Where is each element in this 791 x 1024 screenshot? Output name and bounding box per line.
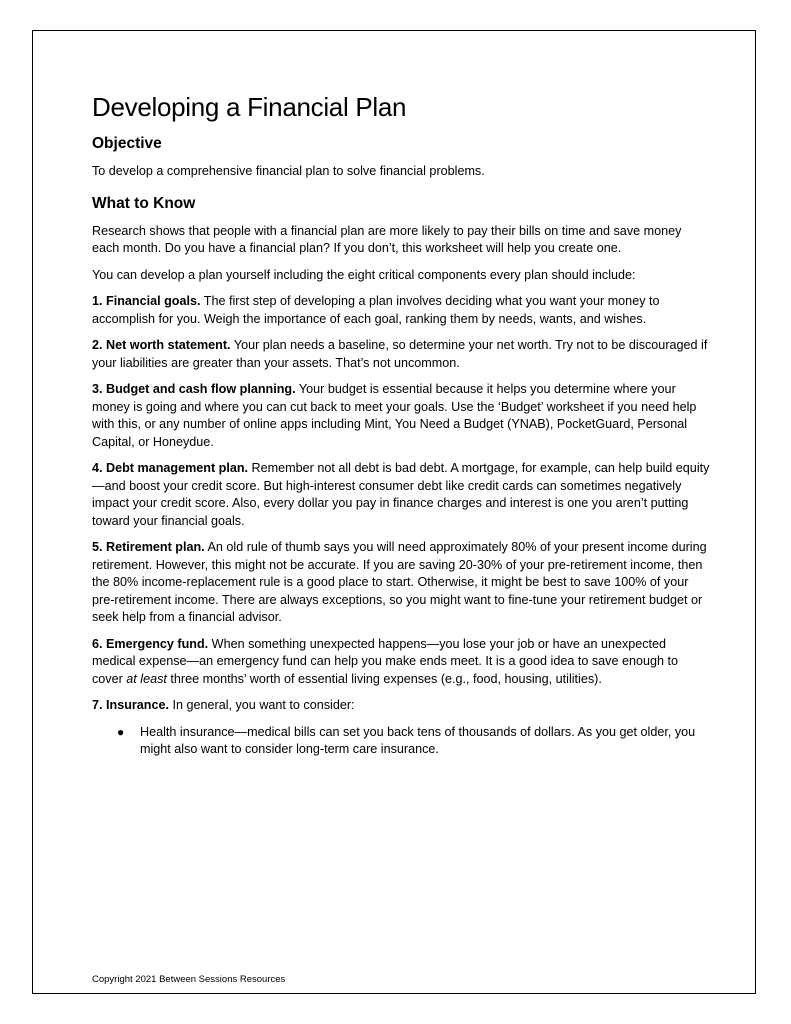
item-lead: 5. Retirement plan. (92, 540, 205, 554)
item-lead: 3. Budget and cash flow planning. (92, 382, 296, 396)
item-text: Your budget is essential because it helps you determine where your money is going and where you can cut back to meet your goals. Use the ‘Budget’ worksheet if you need help with this, or any number of online apps including Mint, You Need a Budget (YNAB), PocketGuard, Personal Capital, or Honeydue. (92, 382, 697, 449)
item-debt-management (92, 460, 712, 530)
item-text: three months’ worth of essential living expenses (e.g., food, housing, utilities). (166, 671, 602, 686)
item-emergency-fund (92, 636, 712, 689)
item-lead: 1. Financial goals. (92, 294, 201, 308)
item-text: Remember not all debt is bad debt. A mortgage, for example, can help build equity—and boost your credit score. But high-interest consumer debt like credit cards can sometimes negatively impact your credit score. Also, every dollar you pay in finance charges and interest is one you aren’t putting toward your financial goals. (92, 461, 710, 528)
item-emphasis: at least (126, 671, 167, 686)
item-text: In general, you want to consider: (169, 698, 355, 712)
item-lead: 4. Debt management plan. (92, 461, 249, 475)
item-lead: 6. Emergency fund. (92, 636, 209, 651)
item-text: When something unexpected happens—you lose your job or have an unexpected medical expense—an emergency fund can help you make ends meet. It is a good idea to save enough to cover (92, 636, 678, 686)
item-retirement (92, 539, 712, 627)
intro-paragraph-1: Research shows that people with a financial plan are more likely to pay their bills on time and save money each month. Do you have a financial plan? If you don’t, this worksheet will help you create one. (92, 223, 682, 255)
copyright-footer: Copyright 2021 Between Sessions Resources (92, 974, 286, 985)
bullet-icon: ● (117, 724, 125, 739)
item-budget (92, 381, 712, 451)
item-financial-goals (92, 293, 712, 328)
item-net-worth (92, 337, 712, 372)
item-insurance (92, 697, 712, 715)
item-lead: 7. Insurance. (92, 698, 169, 712)
item-lead: 2. Net worth statement. (92, 338, 231, 352)
objective-text: To develop a comprehensive financial plan to solve financial problems. (92, 164, 485, 178)
item-text: Your plan needs a baseline, so determine your net worth. Try not to be discouraged if your liabilities are greater than your assets. That’s not uncommon. (92, 338, 708, 370)
objective-heading: Objective (92, 135, 162, 152)
item-text: An old rule of thumb says you will need approximately 80% of your present income during retirement. However, this might not be accurate. If you are saving 20-30% of your pre-retirement income, then the 80% income-replacement rule is a good place to start. Otherwise, it might be best to save 100% of your pre-retirement income. There are always exceptions, so you might want to fine-tune your retirement budget or seek help from a financial advisor. (92, 540, 707, 624)
page-title: Developing a Financial Plan (92, 92, 407, 122)
insurance-list (92, 724, 712, 759)
list-item-text: Health insurance—medical bills can set you back tens of thousands of dollars. As you get older, you might also want to consider long-term care insurance. (140, 724, 696, 756)
list-item (117, 724, 712, 759)
what-to-know-heading: What to Know (92, 194, 196, 212)
document-body (92, 92, 712, 759)
intro-paragraph-2: You can develop a plan yourself including the eight critical components every plan should include: (92, 267, 636, 282)
item-text: The first step of developing a plan involves deciding what you want your money to accomplish for you. Weigh the importance of each goal, ranking them by needs, wants, and wishes. (92, 294, 660, 326)
